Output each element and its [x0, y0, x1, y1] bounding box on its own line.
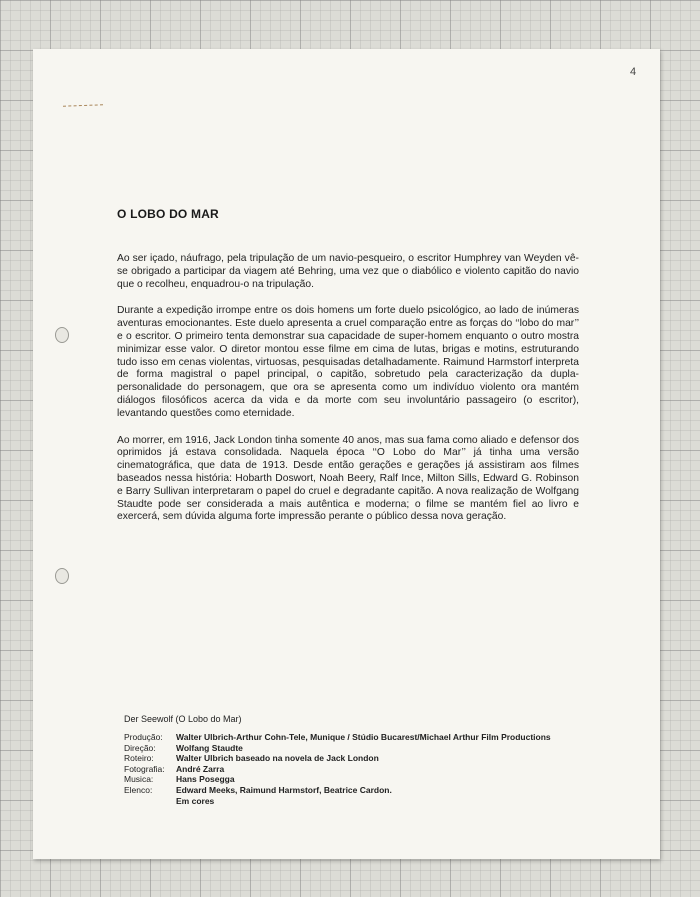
credit-label: Roteiro:: [124, 753, 154, 764]
article-title: O LOBO DO MAR: [117, 207, 219, 221]
credits-list: [124, 732, 551, 806]
credit-value: Walter Ulbrich baseado na novela de Jack London: [176, 753, 379, 764]
credit-row: [124, 774, 551, 785]
paragraph: Ao morrer, em 1916, Jack London tinha somente 40 anos, mas sua fama como aliado e defensor dos oprimidos já estava consolidada. Naquela época ‘‘O Lobo do Mar’’ já tinha uma versão cinematográfica, que data de 1913. Desde então gerações e gerações já assistiram aos filmes baseados nessa história: Hobarth Doswort, Noah Beery, Ralf Ince, Milton Sills, Edward G. Robinson e Barry Sullivan interpretaram o papel do cruel e degradante capitão. A nova realização de Wolfgang Staudte pode ser considerada a mais autêntica e moderna; o filme se mantém fiel ao livro e exercerá, sem dúvida alguma forte impressão perante o público dessa nova geração.: [117, 434, 579, 523]
credit-value: Edward Meeks, Raimund Harmstorf, Beatrice Cardon.: [176, 784, 392, 795]
credit-value: Wolfang Staudte: [176, 742, 243, 753]
credit-label: Elenco:: [124, 784, 153, 795]
credit-row: [124, 796, 551, 807]
credit-label: Produção:: [124, 732, 163, 742]
punch-hole-lower: [55, 568, 69, 584]
credit-row: [124, 732, 551, 743]
credit-row: [124, 785, 551, 796]
article-body: [117, 253, 579, 538]
credit-row: [124, 764, 551, 775]
document-page: [33, 49, 660, 859]
credit-label: Musica:: [124, 774, 154, 785]
credit-value: Hans Posegga: [176, 774, 235, 785]
credit-value: André Zarra: [176, 763, 225, 774]
paragraph: Durante a expedição irrompe entre os dois homens um forte duelo psicológico, ao lado de inúmeras aventuras emocionantes. Este duelo apresenta a cruel comparação entre as forças do ‘‘lobo do mar’’ e o escritor. O primeiro tenta demonstrar sua capacidade de super-homem enquanto o outro mostra minimizar esse valor. O diretor montou esse filme em cima de lutas, brigas e motins, estruturando tudo isso em cenas violentas, virtuosas, pesquisadas detalhadamente. Raimund Harmstorf interpreta de forma magistral o papel principal, o capitão, sobretudo pela caracterização da dupla-personalidade do personagem, que ora se apresenta como um indivíduo violento ora mantém diálogos filosóficos acerca da vida e da morte com seu involuntário passageiro (o escritor), levantando questões como eternidade.: [117, 305, 579, 419]
pencil-mark: [63, 104, 103, 106]
credit-row: [124, 753, 551, 764]
credit-value: Em cores: [176, 795, 215, 806]
credit-label: Fotografia:: [124, 763, 165, 774]
credit-row: [124, 743, 551, 754]
credit-value: Walter Ulbrich-Arthur Cohn-Tele, Munique / Stúdio Bucarest/Michael Arthur Film Productions: [176, 732, 551, 742]
credit-label: [124, 796, 176, 807]
paragraph: Ao ser içado, náufrago, pela tripulação de um navio-pesqueiro, o escritor Humphrey van Weyden vê-se obrigado a participar da viagem até Behring, uma vez que o diabólico e violento capitão do navio que o recolheu, enquadrou-o na tripulação.: [117, 253, 579, 290]
page-number: 4: [630, 66, 637, 78]
punch-hole-upper: [55, 327, 69, 343]
film-title: Der Seewolf (O Lobo do Mar): [124, 714, 242, 724]
credit-label: Direção:: [124, 742, 156, 753]
